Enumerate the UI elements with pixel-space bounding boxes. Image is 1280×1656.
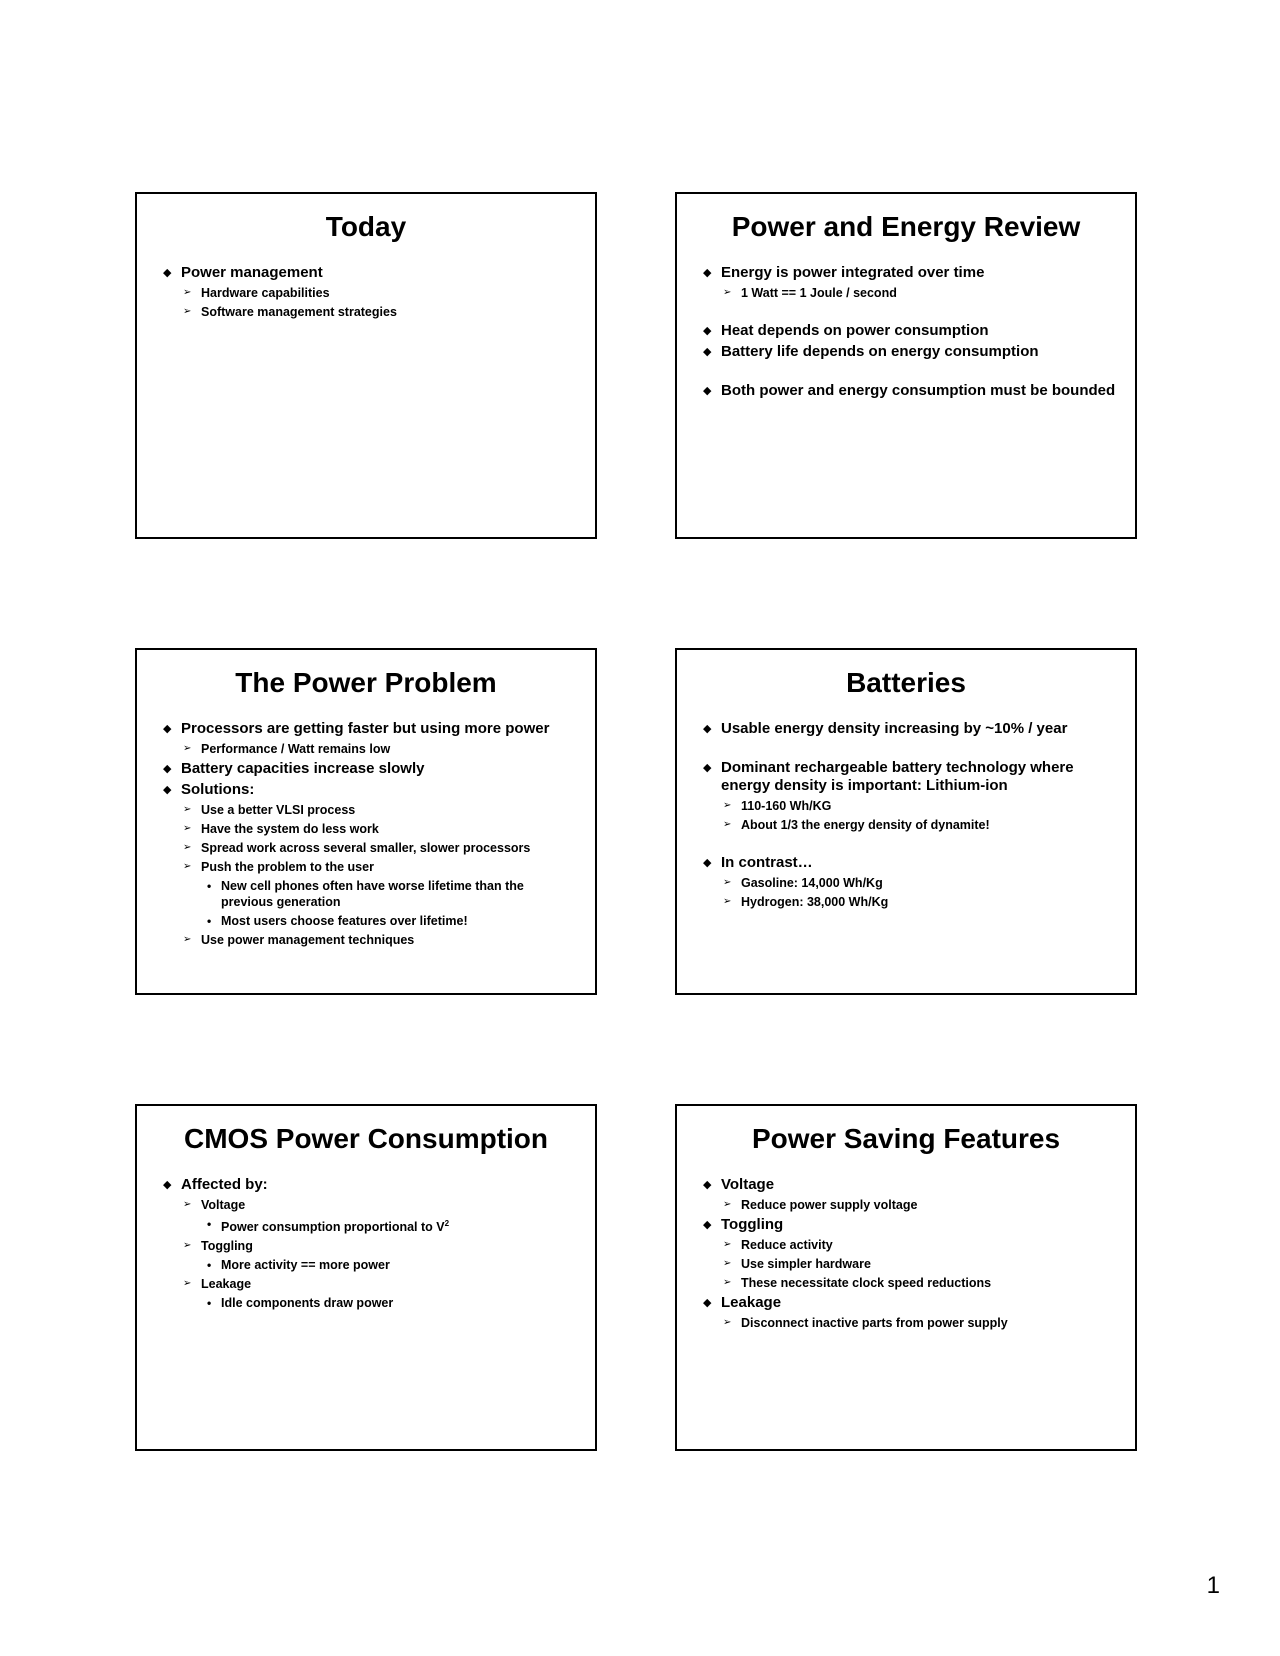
diamond-bullet-icon: ◆	[703, 267, 712, 279]
diamond-bullet-icon: ◆	[703, 762, 712, 774]
arrow-bullet-icon: ➢	[183, 861, 192, 872]
diamond-bullet-icon: ◆	[703, 385, 712, 397]
arrow-bullet-icon: ➢	[723, 877, 732, 888]
diamond-bullet-icon: ◆	[703, 723, 712, 735]
diamond-bullet-icon: ◆	[163, 784, 172, 796]
arrow-bullet-icon: ➢	[183, 743, 192, 754]
diamond-bullet-icon: ◆	[703, 346, 712, 358]
bullet-level-2: ➢ About 1/3 the energy density of dynamite!	[723, 818, 990, 832]
slide-power-saving	[675, 1104, 1137, 1451]
bullet-level-2: ➢ 1 Watt == 1 Joule / second	[723, 286, 897, 300]
bullet-level-1: ◆ Energy is power integrated over time	[703, 264, 985, 281]
bullet-level-1: ◆ Processors are getting faster but using more power	[163, 720, 550, 737]
diamond-bullet-icon: ◆	[703, 1219, 712, 1231]
bullet-level-2: ➢ Gasoline: 14,000 Wh/Kg	[723, 876, 883, 890]
arrow-bullet-icon: ➢	[183, 1240, 192, 1252]
slide-content	[703, 264, 1117, 403]
arrow-bullet-icon: ➢	[723, 1317, 732, 1328]
bullet-level-2: ➢ Toggling	[183, 1239, 253, 1254]
bullet-level-2: ➢ Voltage	[183, 1198, 246, 1212]
arrow-bullet-icon: ➢	[723, 819, 732, 830]
bullet-level-2: ➢ Performance / Watt remains low	[183, 742, 391, 756]
slide-content	[163, 264, 577, 323]
diamond-bullet-icon: ◆	[703, 325, 712, 337]
bullet-level-2: ➢ Use a better VLSI process	[183, 803, 356, 817]
bullet-level-2: ➢ Hardware capabilities	[183, 286, 330, 300]
arrow-bullet-icon: ➢	[183, 804, 192, 815]
arrow-bullet-icon: ➢	[183, 1199, 192, 1210]
bullet-level-2: ➢ Reduce power supply voltage	[723, 1198, 918, 1212]
slide-power-problem	[135, 648, 597, 995]
bullet-level-2: ➢ Spread work across several smaller, slower processors	[183, 841, 531, 855]
diamond-bullet-icon: ◆	[163, 763, 172, 775]
bullet-level-3: • Idle components draw power	[207, 1296, 394, 1311]
bullet-level-1: ◆ Battery life depends on energy consumption	[703, 343, 1039, 360]
bullet-level-2: ➢ Hydrogen: 38,000 Wh/Kg	[723, 895, 889, 909]
bullet-level-1: ◆ Voltage	[703, 1176, 775, 1193]
page-number: 1	[1206, 1572, 1220, 1599]
bullet-level-1: ◆ Heat depends on power consumption	[703, 322, 989, 339]
diamond-bullet-icon: ◆	[703, 857, 712, 869]
bullet-level-2: ➢ Disconnect inactive parts from power supply	[723, 1316, 1008, 1330]
bullet-level-2: ➢ 110-160 Wh/KG	[723, 799, 832, 813]
bullet-level-2: ➢ Have the system do less work	[183, 822, 379, 836]
arrow-bullet-icon: ➢	[723, 1277, 732, 1288]
slide-title: Today	[325, 211, 407, 242]
arrow-bullet-icon: ➢	[723, 1239, 732, 1250]
slide-content	[163, 720, 577, 951]
bullet-level-1: ◆ Power management	[163, 264, 323, 281]
bullet-level-1: ◆ Dominant rechargeable battery technology where energy density is important: Lithium-ion	[703, 759, 1074, 794]
slide-power-energy-review	[675, 192, 1137, 539]
diamond-bullet-icon: ◆	[163, 267, 172, 279]
bullet-level-3: • New cell phones often have worse lifetime than the previous generation	[207, 879, 524, 909]
slide-title: Batteries	[846, 667, 966, 698]
slide-content	[703, 1176, 1117, 1334]
bullet-level-2: ➢ These necessitate clock speed reductions	[723, 1276, 992, 1290]
arrow-bullet-icon: ➢	[183, 306, 192, 317]
bullet-level-2: ➢ Leakage	[183, 1277, 252, 1292]
bullet-level-2: ➢ Software management strategies	[183, 305, 397, 319]
arrow-bullet-icon: ➢	[183, 842, 192, 853]
dot-bullet-icon: •	[207, 1217, 212, 1231]
slide-title: Power and Energy Review	[731, 211, 1081, 242]
bullet-level-1: ◆ Toggling	[703, 1216, 784, 1233]
bullet-level-1: ◆ Usable energy density increasing by ~10% / year	[703, 720, 1068, 737]
arrow-bullet-icon: ➢	[723, 1258, 732, 1269]
bullet-level-1: ◆ Battery capacities increase slowly	[163, 760, 425, 777]
bullet-level-1: ◆ Leakage	[703, 1294, 782, 1311]
slide-title: CMOS Power Consumption	[184, 1123, 548, 1154]
arrow-bullet-icon: ➢	[723, 800, 732, 811]
bullet-level-2: ➢ Reduce activity	[723, 1238, 833, 1252]
arrow-bullet-icon: ➢	[723, 1199, 732, 1210]
bullet-level-1: ◆ Affected by:	[163, 1176, 268, 1193]
diamond-bullet-icon: ◆	[163, 723, 172, 735]
arrow-bullet-icon: ➢	[183, 823, 192, 834]
bullet-level-3: • Power consumption proportional to $V^2$	[207, 1217, 450, 1235]
bullet-level-1: ◆ Solutions:	[163, 781, 255, 798]
arrow-bullet-icon: ➢	[183, 1278, 192, 1290]
bullet-level-3: • Most users choose features over lifetime!	[207, 914, 468, 928]
slide-today	[135, 192, 597, 539]
bullet-level-1: ◆ Both power and energy consumption must be bounded	[703, 382, 1116, 399]
arrow-bullet-icon: ➢	[183, 934, 192, 945]
arrow-bullet-icon: ➢	[183, 287, 192, 298]
slide-content	[703, 720, 1117, 913]
arrow-bullet-icon: ➢	[723, 896, 732, 907]
slide-batteries	[675, 648, 1137, 995]
slide-title: Power Saving Features	[751, 1123, 1061, 1154]
bullet-level-1: ◆ In contrast…	[703, 854, 813, 871]
slide-title: The Power Problem	[235, 667, 497, 698]
dot-bullet-icon: •	[207, 1258, 212, 1273]
bullet-level-3: • More activity == more power	[207, 1258, 390, 1273]
dot-bullet-icon: •	[207, 914, 212, 928]
bullet-level-2: ➢ Use power management techniques	[183, 933, 415, 947]
slide-cmos-power	[135, 1104, 597, 1451]
diamond-bullet-icon: ◆	[703, 1297, 712, 1309]
bullet-level-2: ➢ Use simpler hardware	[723, 1257, 871, 1271]
arrow-bullet-icon: ➢	[723, 287, 732, 298]
slide-content	[163, 1176, 577, 1314]
diamond-bullet-icon: ◆	[703, 1179, 712, 1191]
bullet-level-2: ➢ Push the problem to the user	[183, 860, 374, 874]
diamond-bullet-icon: ◆	[163, 1179, 172, 1191]
dot-bullet-icon: •	[207, 879, 212, 893]
dot-bullet-icon: •	[207, 1296, 212, 1311]
